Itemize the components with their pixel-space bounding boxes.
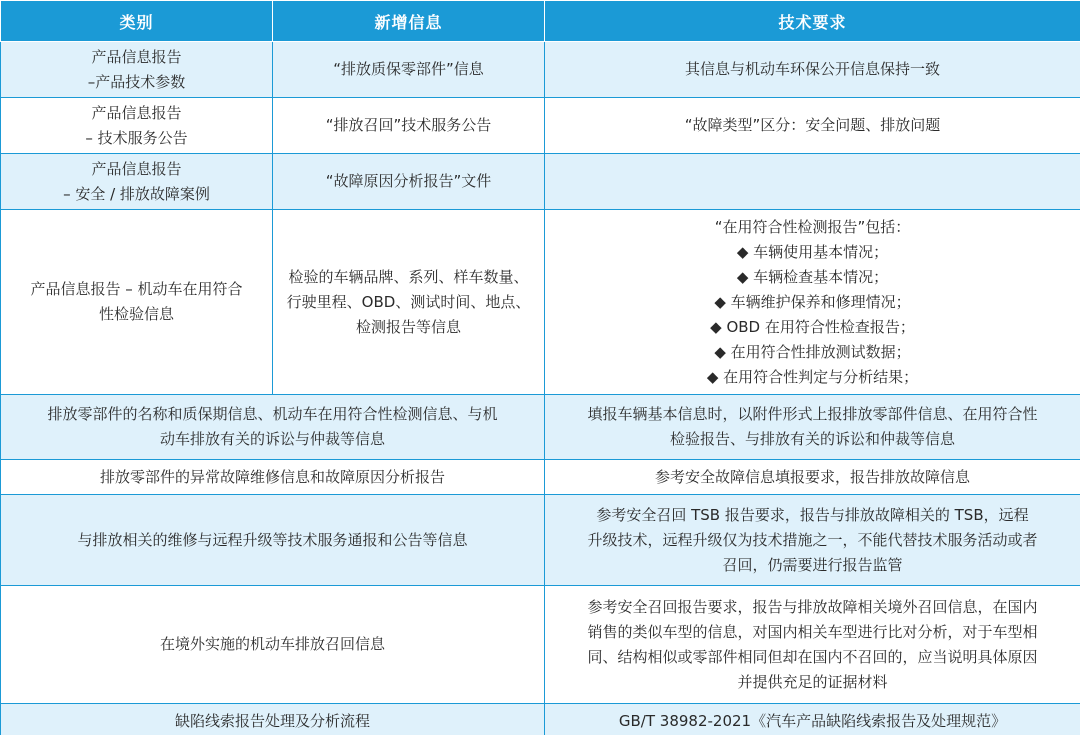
cell-line: “排放召回”技术服务公告 — [325, 116, 492, 134]
cell-line: 行驶里程、OBD、测试时间、地点、 — [286, 292, 531, 311]
cell-line: “故障类型”区分：安全问题、排放问题 — [684, 116, 941, 134]
table-row — [1, 704, 1080, 735]
cell-line: 排放零部件的异常故障维修信息和故障原因分析报告 — [99, 467, 445, 486]
cell-line: 检验的车辆品牌、系列、样车数量、 — [288, 267, 529, 286]
bullet-item: ◆ 在用符合性判定与分析结果； — [551, 365, 1074, 390]
cell-line: 召回，仍需要进行报告监管 — [722, 555, 903, 574]
cell-line: 产品信息报告 – 机动车在用符合 — [30, 280, 243, 298]
cell-line: 产品信息报告 — [91, 103, 182, 122]
cell-line: 参考安全召回报告要求，报告与排放故障相关境外召回信息，在国内 — [587, 597, 1038, 616]
cell-line: 排放零部件的名称和质保期信息、机动车在用符合性检测信息、与机 — [47, 405, 498, 423]
cell-line: 同、结构相似或零部件相同但却在国内不召回的，应当说明具体原因 — [587, 647, 1038, 666]
bullet-item: ◆ OBD 在用符合性检查报告； — [551, 315, 1074, 340]
requirement-cell — [545, 98, 1080, 154]
category-cell — [1, 42, 273, 98]
cell-line: 产品信息报告 — [91, 159, 182, 178]
cell-line: –产品技术参数 — [87, 72, 186, 91]
cell-line: 动车排放有关的诉讼与仲裁等信息 — [159, 430, 385, 448]
header-requirement: 技术要求 — [545, 1, 1080, 42]
category-cell — [1, 154, 273, 210]
merged-category-cell — [1, 704, 545, 735]
header-new-info: 新增信息 — [273, 1, 545, 42]
table-header-row — [1, 1, 1080, 42]
requirement-cell — [545, 42, 1080, 98]
cell-line: 性检验信息 — [98, 305, 174, 323]
merged-category-cell — [1, 460, 545, 495]
cell-line: 参考安全故障信息填报要求，报告排放故障信息 — [654, 467, 970, 486]
bullet-item: ◆ 车辆维护保养和修理情况； — [551, 290, 1074, 315]
cell-line: 升级技术，远程升级仅为技术措施之一，不能代替技术服务活动或者 — [587, 530, 1038, 549]
new-info-cell — [273, 98, 545, 154]
merged-category-cell — [1, 586, 545, 704]
cell-line: 其信息与机动车环保公开信息保持一致 — [684, 60, 940, 78]
new-info-cell — [273, 154, 545, 210]
cell-line: 产品信息报告 — [91, 47, 182, 66]
new-info-cell — [273, 42, 545, 98]
table-row — [1, 460, 1080, 495]
cell-line: 在境外实施的机动车排放召回信息 — [159, 635, 385, 653]
requirement-cell — [545, 586, 1080, 704]
category-cell — [1, 98, 273, 154]
table-row — [1, 586, 1080, 704]
merged-category-cell — [1, 495, 545, 586]
requirement-cell — [545, 704, 1080, 735]
requirement-cell — [545, 210, 1080, 395]
table-row — [1, 42, 1080, 98]
bullet-item: ◆ 车辆检查基本情况； — [551, 265, 1074, 290]
cell-line: 检测报告等信息 — [355, 317, 461, 336]
cell-line: 缺陷线索报告处理及分析流程 — [174, 711, 370, 730]
cell-line: “在用符合性检测报告”包括： — [714, 217, 911, 236]
new-info-cell — [273, 210, 545, 395]
table-row — [1, 395, 1080, 460]
cell-line: “排放质保零部件”信息 — [333, 60, 484, 78]
cell-line: 销售的类似车型的信息，对国内相关车型进行比对分析，对于车型相 — [587, 622, 1038, 641]
table-row — [1, 495, 1080, 586]
merged-category-cell — [1, 395, 545, 460]
requirement-cell — [545, 460, 1080, 495]
cell-line: 填报车辆基本信息时，以附件形式上报排放零部件信息、在用符合性 — [587, 405, 1038, 423]
requirement-cell — [545, 495, 1080, 586]
requirement-cell — [545, 395, 1080, 460]
table-row — [1, 154, 1080, 210]
cell-line: “故障原因分析报告”文件 — [325, 172, 492, 190]
table-row — [1, 98, 1080, 154]
requirement-cell — [545, 154, 1080, 210]
bullet-item: ◆ 在用符合性排放测试数据； — [551, 340, 1074, 365]
category-cell — [1, 210, 273, 395]
bullet-item: ◆ 车辆使用基本情况； — [551, 240, 1074, 265]
table-row — [1, 210, 1080, 395]
cell-line: 参考安全召回 TSB 报告要求，报告与排放故障相关的 TSB，远程 — [596, 505, 1029, 524]
cell-line: – 安全 / 排放故障案例 — [63, 184, 210, 203]
cell-line: – 技术服务公告 — [85, 128, 188, 147]
cell-line: 并提供充足的证据材料 — [737, 672, 888, 691]
cell-line: 检验报告、与排放有关的诉讼和仲裁等信息 — [669, 430, 955, 448]
cell-line: GB/T 38982-2021《汽车产品缺陷线索报告及处理规范》 — [618, 711, 1007, 730]
header-category: 类别 — [1, 1, 273, 42]
cell-line: 与排放相关的维修与远程升级等技术服务通报和公告等信息 — [77, 530, 468, 549]
